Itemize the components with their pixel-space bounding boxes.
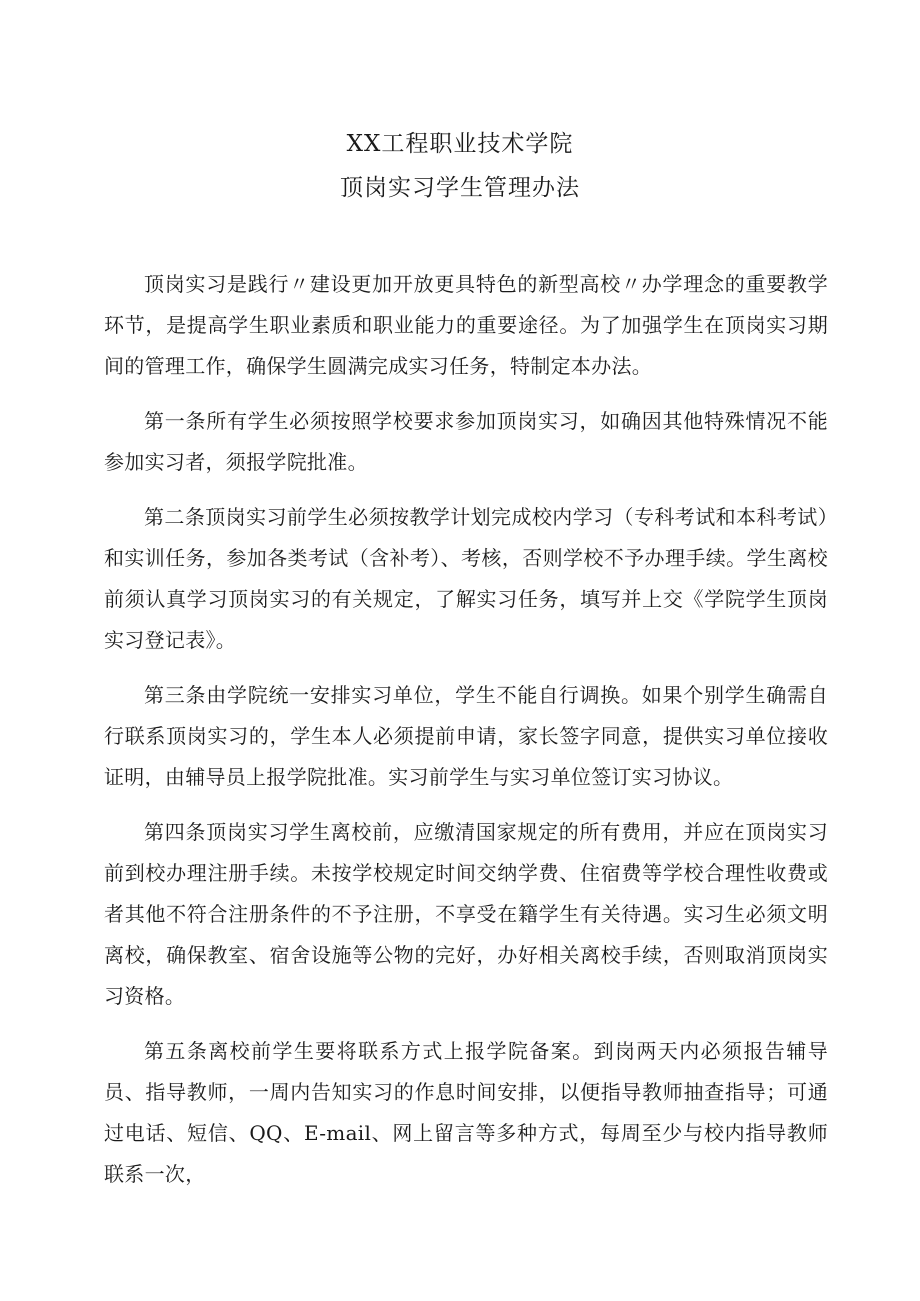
paragraph-article-4: 第四条顶岗实习学生离校前，应缴清国家规定的所有费用，并应在顶岗实习前到校办理注册手续。未按学校规定时间交纳学费、住宿费等学校合理性收费或者其他不符合注册条件的不予注册，不享受在籍学生有关待遇。实习生必须文明离校，确保教室、宿舍设施等公物的完好，办好相关离校手续，否则取消顶岗实习资格。 (104, 820, 828, 1008)
paragraph-article-3: 第三条由学院统一安排实习单位，学生不能自行调换。如果个别学生确需自行联系顶岗实习的，学生本人必须提前申请，家长签字同意，提供实习单位接收证明，由辅导员上报学院批准。实习前学生与实习单位签订实习协议。 (104, 683, 828, 789)
paragraph-article-2: 第二条顶岗实习前学生必须按教学计划完成校内学习（专科考试和本科考试）和实训任务，参加各类考试（含补考）、考核，否则学校不予办理手续。学生离校前须认真学习顶岗实习的有关规定，了解实习任务，填写并上交《学院学生顶岗实习登记表》。 (104, 505, 828, 652)
document-body (104, 264, 828, 1209)
document-title-regulation: 顶岗实习学生管理办法 (340, 175, 580, 201)
paragraph-preamble: 顶岗实习是践行〃建设更加开放更具特色的新型高校〃办学理念的重要教学环节，是提高学生职业素质和职业能力的重要途径。为了加强学生在顶岗实习期间的管理工作，确保学生圆满完成实习任务，特制定本办法。 (104, 272, 828, 378)
document-title-institution: XX工程职业技术学院 (346, 131, 574, 157)
paragraph-article-5: 第五条离校前学生要将联系方式上报学院备案。到岗两天内必须报告辅导员、指导教师，一周内告知实习的作息时间安排，以便指导教师抽查指导；可通过电话、短信、QQ、E-mail、网上留言等多种方式，每周至少与校内指导教师联系一次， (104, 1039, 828, 1186)
paragraph-article-1: 第一条所有学生必须按照学校要求参加顶岗实习，如确因其他特殊情况不能参加实习者，须报学院批准。 (104, 409, 828, 474)
document-title-block (0, 122, 920, 210)
